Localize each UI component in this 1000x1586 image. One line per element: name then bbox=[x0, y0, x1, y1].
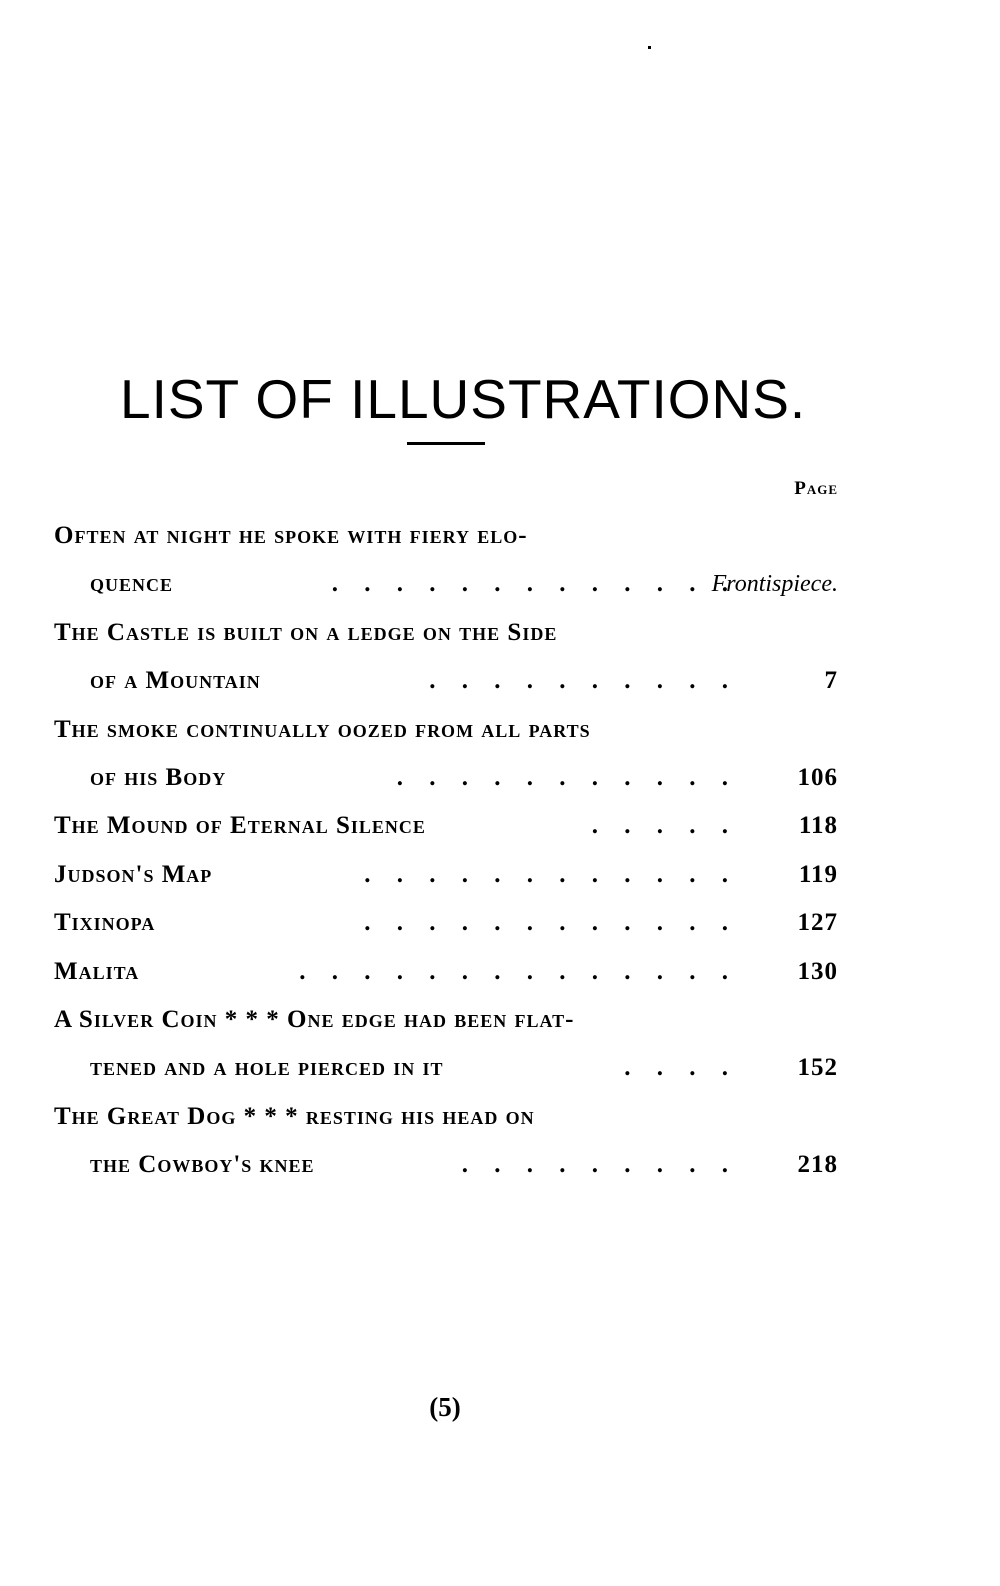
dot-leader: . . . . . . . . . . bbox=[429, 667, 738, 695]
page-folio bbox=[0, 1392, 1000, 1423]
entry-text: Often at night he spoke with fiery elo- bbox=[54, 522, 528, 549]
entry-page: 118 bbox=[798, 812, 838, 840]
dot-leader: . . . . . . . . . . . bbox=[396, 763, 738, 791]
list-item bbox=[54, 996, 838, 1044]
entry-text: the Cowboy's knee bbox=[90, 1151, 315, 1179]
dot-leader: . . . . bbox=[624, 1054, 738, 1082]
list-item-continuation bbox=[54, 560, 838, 608]
list-item bbox=[54, 512, 838, 560]
entry-page: Frontispiece. bbox=[711, 571, 838, 598]
entry-text: The Mound of Eternal Silence bbox=[54, 812, 426, 840]
entry-text: A Silver Coin * * * One edge had been flat- bbox=[54, 1005, 575, 1033]
dot-leader: . . . . . . . . . . . . bbox=[364, 909, 738, 937]
list-item bbox=[54, 802, 838, 850]
entry-text: of a Mountain bbox=[90, 667, 261, 695]
dot-leader: . . . . . . . . . . . . bbox=[364, 860, 738, 888]
list-item bbox=[54, 899, 838, 947]
dot-leader: . . . . . . . . . bbox=[461, 1151, 738, 1179]
list-item bbox=[54, 851, 838, 899]
entry-page: 7 bbox=[824, 667, 838, 695]
title-rule bbox=[407, 442, 485, 445]
dot-leader: . . . . . . . . . . . . . bbox=[331, 570, 738, 598]
list-item-continuation bbox=[54, 657, 838, 705]
list-item-continuation bbox=[54, 1044, 838, 1092]
entry-page: 127 bbox=[797, 909, 838, 937]
entry-page: 218 bbox=[797, 1151, 838, 1179]
list-item bbox=[54, 706, 838, 754]
page-column-label: Page bbox=[794, 478, 838, 499]
entry-page: 119 bbox=[798, 860, 838, 888]
entry-text: The Great Dog * * * resting his head on bbox=[54, 1102, 535, 1130]
folio-text: (5) bbox=[429, 1392, 461, 1422]
page-title: LIST OF ILLUSTRATIONS. bbox=[120, 367, 807, 430]
entry-page: 106 bbox=[797, 763, 838, 791]
entry-page: 152 bbox=[797, 1054, 838, 1082]
entry-text: of his Body bbox=[90, 763, 227, 791]
entry-text: Tixinopa bbox=[54, 909, 156, 937]
list-item bbox=[54, 948, 838, 996]
entry-text: quence bbox=[90, 570, 174, 598]
ink-speck bbox=[648, 46, 651, 49]
list-item bbox=[54, 1093, 838, 1141]
entry-text: The Castle is built on a ledge on the Side bbox=[54, 618, 558, 646]
list-item-continuation bbox=[54, 754, 838, 802]
dot-leader: . . . . . bbox=[591, 812, 738, 840]
illustrations-list bbox=[54, 512, 838, 1189]
entry-text: Judson's Map bbox=[54, 860, 213, 888]
list-item-continuation bbox=[54, 1141, 838, 1189]
entry-text: tened and a hole pierced in it bbox=[90, 1054, 444, 1082]
entry-text: The smoke continually oozed from all parts bbox=[54, 715, 591, 743]
list-item bbox=[54, 609, 838, 657]
dot-leader: . . . . . . . . . . . . . . bbox=[299, 957, 738, 985]
entry-page: 130 bbox=[797, 957, 838, 985]
entry-text: Malita bbox=[54, 957, 140, 985]
